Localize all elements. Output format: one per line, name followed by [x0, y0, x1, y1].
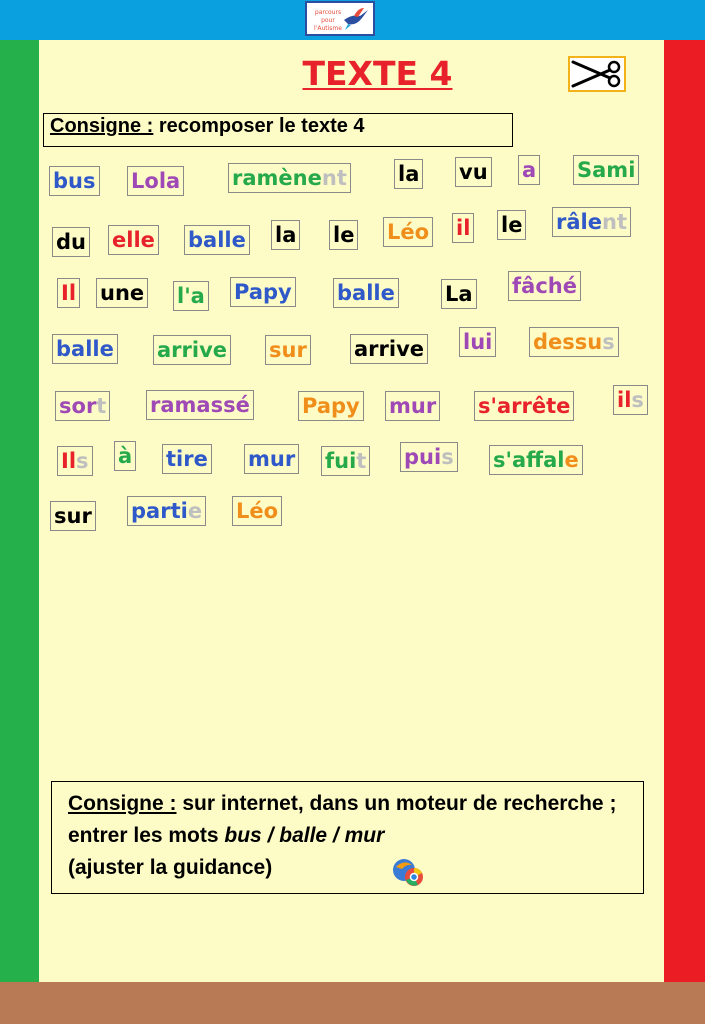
word-card[interactable]: vu: [455, 157, 492, 187]
word-card[interactable]: balle: [333, 278, 399, 308]
association-logo: [305, 1, 375, 36]
word-card[interactable]: le: [329, 220, 358, 250]
word-card[interactable]: fâché: [508, 271, 581, 301]
word-card[interactable]: Papy: [230, 277, 296, 307]
word-card[interactable]: l'a: [173, 281, 209, 311]
bottom-brown-bar: [0, 982, 705, 1024]
word-card[interactable]: Ils: [57, 446, 93, 476]
logo-text: parcours pour l'Autisme: [314, 9, 342, 32]
word-card[interactable]: fuit: [321, 446, 370, 476]
word-card[interactable]: Sami: [573, 155, 639, 185]
word-card[interactable]: balle: [52, 334, 118, 364]
word-card[interactable]: à: [114, 441, 136, 471]
word-card[interactable]: s'afale: [489, 445, 583, 475]
search-keywords: bus / balle / mur: [224, 824, 385, 847]
word-card[interactable]: tire: [162, 444, 212, 474]
word-card[interactable]: une: [96, 278, 148, 308]
word-card[interactable]: elle: [108, 225, 159, 255]
word-card[interactable]: balle: [184, 225, 250, 255]
right-red-band: [664, 40, 705, 982]
instruction-box-internet: [51, 781, 644, 894]
word-card[interactable]: Léo: [232, 496, 282, 526]
hummingbird-logo-icon: [342, 6, 370, 32]
word-card[interactable]: la: [271, 220, 300, 250]
word-card[interactable]: bus: [49, 166, 100, 196]
word-card[interactable]: mur: [385, 391, 440, 421]
guidance-note: (ajuster la guidance): [68, 856, 273, 879]
word-card[interactable]: Lola: [127, 166, 184, 196]
word-card[interactable]: sur: [265, 335, 311, 365]
scissors-box: [568, 56, 626, 92]
instruction-label: Consigne :: [50, 115, 154, 137]
word-card[interactable]: sort: [55, 391, 110, 421]
word-card[interactable]: la: [394, 159, 423, 189]
word-card[interactable]: arrive: [153, 335, 231, 365]
word-card[interactable]: Papy: [298, 391, 364, 421]
word-card[interactable]: sur: [50, 501, 96, 531]
word-card[interactable]: ramènent: [228, 163, 351, 193]
word-card[interactable]: Il: [57, 278, 80, 308]
word-card[interactable]: il: [452, 213, 474, 243]
instruction-text: recomposer le texte 4: [153, 115, 365, 137]
instruction-box-recompose: [43, 113, 513, 147]
word-card[interactable]: râlent: [552, 207, 631, 237]
word-card[interactable]: lui: [459, 327, 496, 357]
word-card[interactable]: partie: [127, 496, 206, 526]
word-card[interactable]: Léo: [383, 217, 433, 247]
browser-logos-icon: [390, 855, 426, 889]
word-card[interactable]: puis: [400, 442, 458, 472]
word-card[interactable]: du: [52, 227, 90, 257]
instruction-label: Consigne :: [68, 792, 177, 815]
left-green-band: [0, 40, 39, 982]
word-card[interactable]: s'arrête: [474, 391, 574, 421]
word-card[interactable]: La: [441, 279, 477, 309]
page-title: TEXTE 4: [302, 54, 453, 93]
word-card[interactable]: a: [518, 155, 540, 185]
word-card[interactable]: mur: [244, 444, 299, 474]
instruction-text: sur internet, dans un moteur de recherche ; entrer les mots: [68, 792, 617, 847]
word-card[interactable]: ils: [613, 385, 648, 415]
word-card[interactable]: arrive: [350, 334, 428, 364]
word-card[interactable]: le: [497, 210, 526, 240]
scissors-icon: [570, 58, 624, 90]
word-card[interactable]: ramassé: [146, 390, 254, 420]
word-card[interactable]: dessus: [529, 327, 619, 357]
